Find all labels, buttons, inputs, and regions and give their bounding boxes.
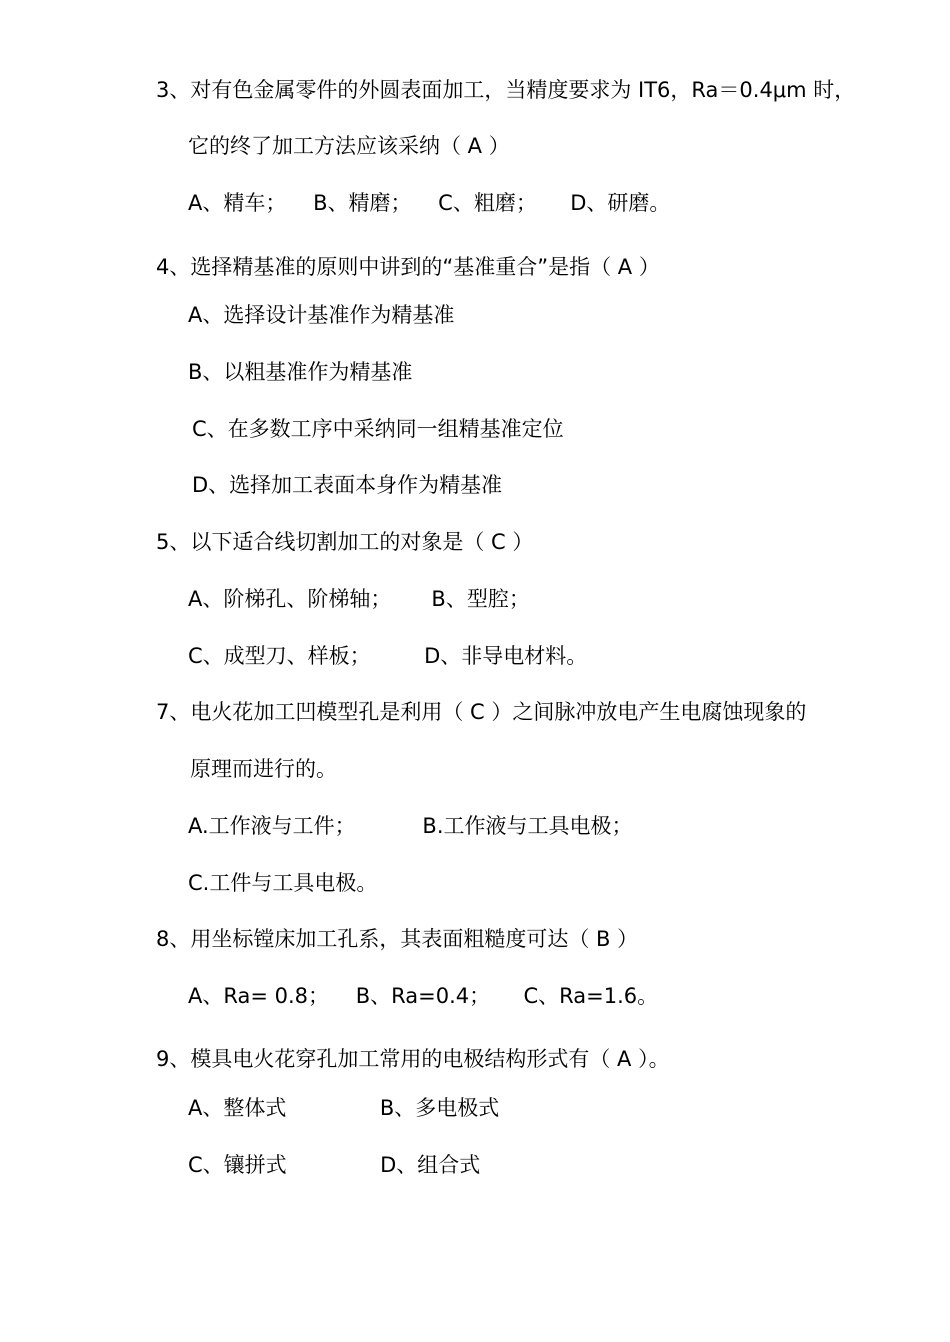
q4-option-a: A、选择设计基准作为精基准 (188, 303, 455, 327)
q8-options: A、Ra= 0.8； B、Ra=0.4； C、Ra=1.6。 (188, 984, 659, 1008)
q9-options-row2: C、镶拼式 D、组合式 (188, 1153, 481, 1177)
q7-options-row2: C.工件与工具电极。 (188, 871, 378, 895)
q4-option-d: D、选择加工表面本身作为精基准 (192, 473, 503, 497)
q7-stem: 7、电火花加工凹模型孔是利用（ C ）之间脉冲放电产生电腐蚀现象的 (156, 700, 807, 724)
q5-stem: 5、以下适合线切割加工的对象是（ C ） (156, 530, 534, 554)
q7-stem-continued: 原理而进行的。 (190, 757, 337, 781)
q4-stem: 4、选择精基准的原则中讲到的“基准重合”是指（ A ） (156, 255, 660, 279)
q9-stem: 9、模具电火花穿孔加工常用的电极结构形式有（ A ）。 (156, 1047, 670, 1071)
q5-options-row2: C、成型刀、样板； D、非导电材料。 (188, 644, 588, 668)
q8-stem: 8、用坐标镗床加工孔系，其表面粗糙度可达（ B ） (156, 927, 639, 951)
q5-options-row1: A、阶梯孔、阶梯轴； B、型腔； (188, 587, 530, 611)
q3-stem: 3、对有色金属零件的外圆表面加工，当精度要求为 IT6，Ra＝0.4μm 时， (156, 78, 856, 102)
q4-option-c: C、在多数工序中采纳同一组精基准定位 (192, 417, 564, 441)
q3-stem-continued: 它的终了加工方法应该采纳（ A ） (188, 134, 510, 158)
q3-options: A、精车； B、精磨； C、粗磨； D、研磨。 (188, 191, 671, 215)
q9-options-row1: A、整体式 B、多电极式 (188, 1096, 500, 1120)
q7-options-row1: A.工作液与工件； B.工作液与工具电极； (188, 814, 633, 838)
q4-option-b: B、以粗基准作为精基准 (188, 360, 413, 384)
